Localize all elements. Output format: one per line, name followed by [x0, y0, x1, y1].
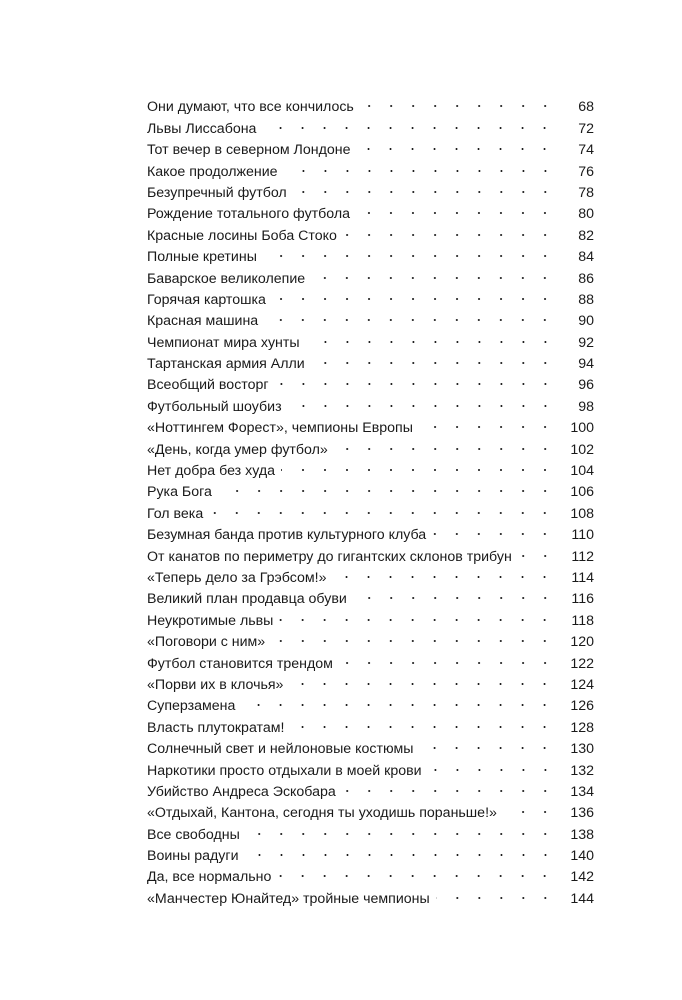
toc-entry-page-number: 134	[556, 782, 594, 803]
toc-entry-title: Нет добра без худа	[147, 461, 281, 482]
dot-leader	[263, 240, 556, 261]
toc-entry-title: Футбол становится трендом	[147, 654, 339, 675]
toc-entry-page-number: 82	[556, 226, 594, 247]
toc-entry-page-number: 72	[556, 119, 594, 140]
toc-entry-title: Безупречный футбол	[147, 183, 293, 204]
toc-entry-title: Власть плутократам!	[147, 718, 290, 739]
toc-entry-page-number: 68	[556, 97, 594, 118]
dot-leader	[356, 197, 556, 218]
toc-entry-title: Да, все нормально	[147, 867, 277, 888]
dot-leader	[277, 860, 556, 881]
toc-entry-title: «Порви их в клочья»	[147, 675, 289, 696]
dot-leader	[275, 368, 556, 389]
toc-entry-title: Великий план продавца обуви	[147, 589, 353, 610]
dot-leader	[245, 839, 556, 860]
toc-entry-title: Рождение тотального футбола	[147, 204, 356, 225]
toc-entry-title: Какое продолжение	[147, 162, 284, 183]
dot-leader	[279, 603, 556, 624]
dot-leader	[428, 753, 556, 774]
toc-entry-page-number: 112	[556, 547, 594, 568]
toc-entry-page-number: 90	[556, 311, 594, 332]
toc-entry-title: «Отдыхай, Кантона, сегодня ты уходишь пораньше!»	[147, 803, 503, 824]
dot-leader	[289, 668, 556, 689]
toc-entry-title: Тот вечер в северном Лондоне	[147, 140, 356, 161]
toc-entry-page-number: 106	[556, 482, 594, 503]
toc-entry-page-number: 108	[556, 504, 594, 525]
toc-entry-title: Безумная банда против культурного клуба	[147, 525, 432, 546]
dot-leader	[419, 411, 556, 432]
toc-entry-page-number: 142	[556, 867, 594, 888]
toc-entry-title: Тартанская армия Алли	[147, 354, 311, 375]
dot-leader	[209, 496, 556, 517]
toc-entry-page-number: 124	[556, 675, 594, 696]
toc-entry-page-number: 98	[556, 397, 594, 418]
dot-leader	[311, 347, 556, 368]
toc-entry-title: Рука Бога	[147, 482, 218, 503]
toc-entry-page-number: 136	[556, 803, 594, 824]
dot-leader	[342, 775, 556, 796]
toc-entry-title: Суперзамена	[147, 696, 241, 717]
toc-entry-title: Они думают, что все кончилось	[147, 97, 360, 118]
toc-entry-title: Солнечный свет и нейлоновые костюмы	[147, 739, 419, 760]
dot-leader	[334, 432, 556, 453]
toc-entry-title: «Теперь дело за Грэбсом!»	[147, 568, 332, 589]
dot-leader	[271, 625, 556, 646]
toc-entry-page-number: 74	[556, 140, 594, 161]
toc-entry-title: «Манчестер Юнайтед» тройные чемпионы	[147, 889, 436, 910]
toc-entry-page-number: 80	[556, 204, 594, 225]
dot-leader	[293, 176, 556, 197]
toc-entry-page-number: 138	[556, 825, 594, 846]
toc-entry-page-number: 78	[556, 183, 594, 204]
toc-entry-page-number: 96	[556, 375, 594, 396]
toc-entry-page-number: 120	[556, 632, 594, 653]
toc-entry-title: От канатов по периметру до гигантских склонов трибун	[147, 547, 518, 568]
toc-entry	[147, 496, 594, 522]
dot-leader	[518, 539, 556, 560]
dot-leader	[339, 646, 556, 667]
toc-entry-page-number: 92	[556, 333, 594, 354]
dot-leader	[419, 732, 556, 753]
dot-leader	[306, 325, 556, 346]
dot-leader	[262, 111, 556, 132]
toc-entry-page-number: 102	[556, 440, 594, 461]
toc-entry-page-number: 130	[556, 739, 594, 760]
toc-entry-page-number: 122	[556, 654, 594, 675]
dot-leader	[360, 90, 556, 111]
dot-leader	[332, 561, 556, 582]
toc-entry-title: Баварское великолепие	[147, 269, 311, 290]
toc-entry-page-number: 86	[556, 269, 594, 290]
toc-entry-page-number: 144	[556, 889, 594, 910]
toc-entry-page-number: 76	[556, 162, 594, 183]
dot-leader	[246, 817, 556, 838]
toc-entry-page-number: 132	[556, 761, 594, 782]
toc-entry-title: Футбольный шоубиз	[147, 397, 288, 418]
toc-entry-title: Полные кретины	[147, 247, 263, 268]
dot-leader	[290, 710, 556, 731]
toc-entry-page-number: 128	[556, 718, 594, 739]
toc-entry-title: Воины радуги	[147, 846, 245, 867]
toc-entry-page-number: 114	[556, 568, 594, 589]
dot-leader	[353, 582, 556, 603]
dot-leader	[272, 283, 556, 304]
dot-leader	[284, 154, 556, 175]
dot-leader	[343, 218, 556, 239]
dot-leader	[356, 133, 556, 154]
dot-leader	[288, 389, 556, 410]
toc-entry-title: Все свободны	[147, 825, 246, 846]
toc-entry-page-number: 84	[556, 247, 594, 268]
toc-entry-title: «Ноттингем Форест», чемпионы Европы	[147, 418, 419, 439]
toc-entry-page-number: 100	[556, 418, 594, 439]
dot-leader	[432, 518, 556, 539]
dot-leader	[218, 475, 556, 496]
toc-entry-page-number: 110	[556, 525, 594, 546]
toc-entry-title: Красная машина	[147, 311, 264, 332]
toc-entry	[147, 90, 594, 116]
toc-entry-title: Всеобщий восторг	[147, 375, 275, 396]
toc-entry-page-number: 104	[556, 461, 594, 482]
toc-entry-page-number: 88	[556, 290, 594, 311]
toc-entry-title: Чемпионат мира хунты	[147, 333, 306, 354]
toc-entry	[147, 518, 594, 544]
toc-entry-page-number: 118	[556, 611, 594, 632]
toc-entry-title: «Поговори с ним»	[147, 632, 271, 653]
toc-entry-title: Красные лосины Боба Стоко	[147, 226, 343, 247]
dot-leader	[503, 796, 556, 817]
toc-entry-page-number: 94	[556, 354, 594, 375]
dot-leader	[241, 689, 556, 710]
toc-entry-title: Гол века	[147, 504, 209, 525]
toc-entry-page-number: 116	[556, 589, 594, 610]
toc-entry-title: Наркотики просто отдыхали в моей крови	[147, 761, 428, 782]
table-of-contents	[147, 90, 594, 907]
toc-entry-page-number: 140	[556, 846, 594, 867]
dot-leader	[311, 261, 556, 282]
toc-entry-title: Неукротимые львы	[147, 611, 279, 632]
toc-entry-title: «День, когда умер футбол»	[147, 440, 334, 461]
toc-entry-page-number: 126	[556, 696, 594, 717]
dot-leader	[436, 881, 556, 902]
dot-leader	[264, 304, 556, 325]
toc-entry-title: Горячая картошка	[147, 290, 272, 311]
toc-entry-title: Убийство Андреса Эскобара	[147, 782, 342, 803]
dot-leader	[281, 454, 556, 475]
toc-entry-title: Львы Лиссабона	[147, 119, 262, 140]
